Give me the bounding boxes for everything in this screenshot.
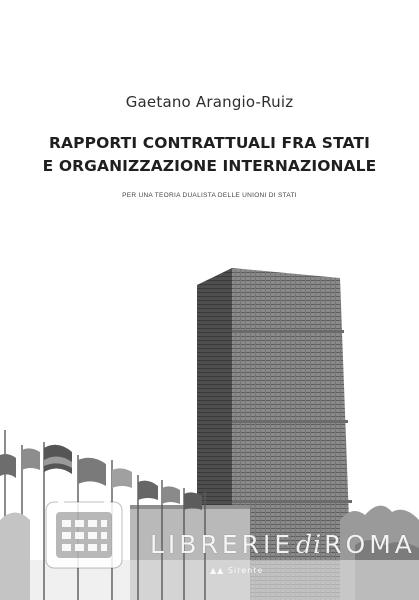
author-name: Gaetano Arangio-Ruiz (125, 93, 294, 111)
book-subtitle: PER UNA TEORIA DUALISTA DELLE UNIONI DI STATI (122, 192, 297, 199)
bookstore-watermark (150, 530, 416, 559)
publisher-name: Sirente (227, 566, 264, 575)
title-line-2: E ORGANIZZAZIONE INTERNAZIONALE (42, 157, 377, 175)
publisher-mark-icon: ▲▲ (210, 566, 225, 575)
title-line-1: RAPPORTI CONTRATTUALI FRA STATI (49, 134, 370, 152)
watermark-word-2: di (296, 530, 323, 559)
bookstore-logo-icon (42, 492, 126, 576)
watermark-word-1: LIBRERIE (150, 530, 295, 559)
publisher-logo (210, 566, 263, 575)
watermark-word-3: ROMA (324, 530, 416, 559)
